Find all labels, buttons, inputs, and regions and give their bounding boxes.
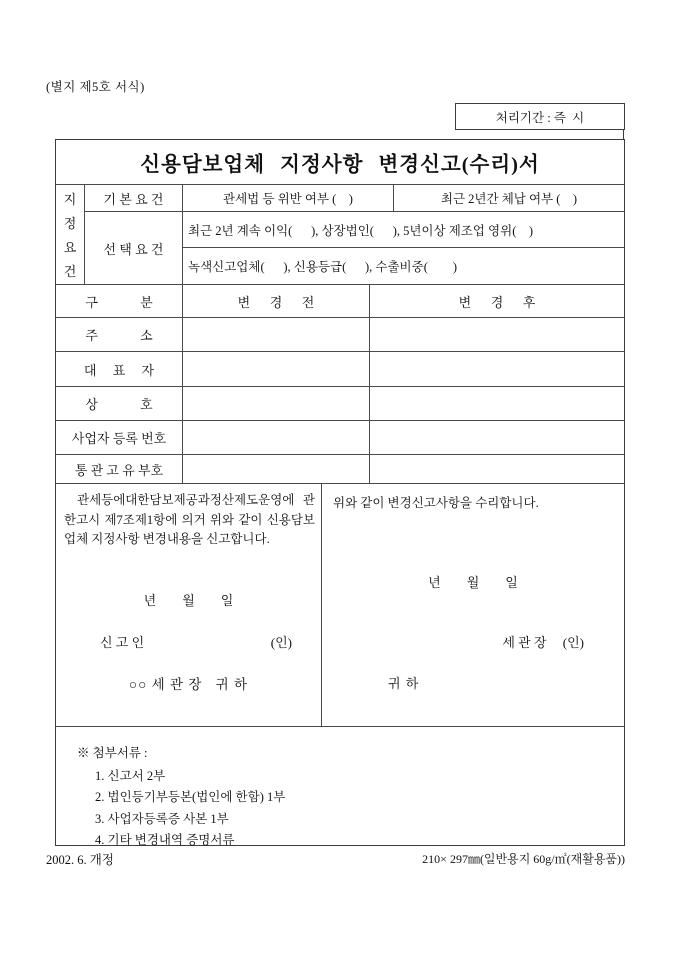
row-label-customs-code: 통 관 고 유 부호 — [56, 455, 183, 483]
page-footer — [46, 850, 625, 868]
table-row-business-reg-number — [56, 421, 624, 455]
optional-requirements-line2: 녹색신고업체( ), 신용등급( ), 수출비중( ) — [188, 260, 458, 274]
representative-before-cell — [183, 352, 370, 386]
declarant-label: 신 고 인 — [100, 635, 145, 650]
attachment-item: 1. 신고서 2부 — [95, 768, 166, 783]
requirements-group-char: 정 — [63, 216, 77, 231]
trade-name-after-cell — [370, 387, 624, 420]
table-row-trade-name — [56, 387, 624, 421]
row-label-address: 주 소 — [56, 318, 183, 351]
declarant-seal-mark: (인) — [270, 635, 292, 650]
table-row-address — [56, 318, 624, 352]
row-label-representative: 대 표 자 — [56, 352, 183, 386]
attachment-item: 3. 사업자등록증 사본 1부 — [95, 811, 229, 826]
acceptance-statement: 위와 같이 변경신고사항을 수리합니다. — [333, 496, 539, 510]
requirements-section — [56, 185, 624, 285]
declaration-signer-line — [56, 632, 321, 651]
table-row-representative — [56, 352, 624, 387]
table-row-customs-code — [56, 455, 624, 484]
attachment-item: 4. 기타 변경내역 증명서류 — [95, 833, 235, 848]
attachment-item: 2. 법인등기부등본(법인에 한함) 1부 — [95, 790, 286, 805]
basic-requirements-row — [85, 185, 624, 212]
column-header-before: 변 경 전 — [183, 285, 370, 317]
customs-code-after-cell — [370, 455, 624, 483]
declaration-column — [56, 484, 322, 726]
tax-arrears-field: 최근 2년간 체납 여부 ( ) — [440, 192, 578, 206]
optional-requirements-cells — [183, 212, 624, 284]
address-before-cell — [183, 318, 370, 351]
address-after-cell — [370, 318, 624, 351]
optional-requirements-line1: 최근 2년 계속 이익( ), 상장법인( ), 5년이상 제조업 영위( ) — [183, 212, 624, 248]
revision-date: 2002. 6. 개정 — [46, 853, 114, 867]
declaration-section — [56, 484, 624, 727]
form-title: 신용담보업체 지정사항 변경신고(수리)서 — [56, 140, 624, 185]
customs-director-seal-line: 세 관 장 (인) — [502, 635, 584, 650]
representative-after-cell — [370, 352, 624, 386]
column-header-after: 변 경 후 — [458, 294, 536, 310]
declaration-addressee: ○○ 세 관 장 귀 하 — [128, 677, 249, 692]
acceptance-date-line: 년 월 일 — [428, 575, 518, 590]
acceptance-column — [322, 484, 624, 726]
basic-requirements-cells — [183, 185, 624, 211]
optional-requirements-row — [85, 212, 624, 284]
declaration-statement: 관세등에대한담보제공과정산제도운영에 관한고시 제7조제1항에 의거 위와 같이 신용담보업체 지정사항 변경내용을 신고합니다. — [64, 493, 315, 546]
paper-spec: 210× 297㎜(일반용지 60g/㎡(재활용품)) — [422, 852, 625, 866]
column-header-category: 구 분 — [56, 285, 183, 317]
business-reg-before-cell — [183, 421, 370, 454]
row-label-business-reg-number: 사업자 등록 번호 — [56, 421, 183, 454]
trade-name-before-cell — [183, 387, 370, 420]
customs-code-before-cell — [183, 455, 370, 483]
row-label-trade-name: 상 호 — [56, 387, 183, 420]
attachments-title: ※ 첨부서류 : — [77, 746, 148, 760]
requirements-group-char: 건 — [63, 264, 77, 279]
requirements-content — [85, 185, 624, 284]
declaration-date-line: 년 월 일 — [143, 593, 234, 608]
optional-requirements-label: 선 택 요 건 — [85, 212, 183, 284]
requirements-group-label — [56, 185, 85, 284]
form-main-box — [55, 139, 625, 846]
attachments-list — [95, 764, 285, 850]
processing-time-label: 처리기간 : 즉 시 — [495, 110, 585, 125]
basic-requirements-label: 기 본 요 건 — [85, 185, 183, 211]
acceptance-addressee: 귀 하 — [388, 676, 420, 691]
requirements-group-char: 지 — [63, 192, 77, 207]
customs-violation-field: 관세법 등 위반 여부 ( ) — [183, 185, 394, 211]
form-note: (별지 제5호 서식) — [46, 80, 145, 94]
attachments-section — [56, 727, 624, 848]
change-table-header-row — [56, 285, 624, 318]
business-reg-after-cell — [370, 421, 624, 454]
requirements-group-char: 요 — [63, 240, 77, 255]
processing-time-box — [455, 103, 625, 130]
